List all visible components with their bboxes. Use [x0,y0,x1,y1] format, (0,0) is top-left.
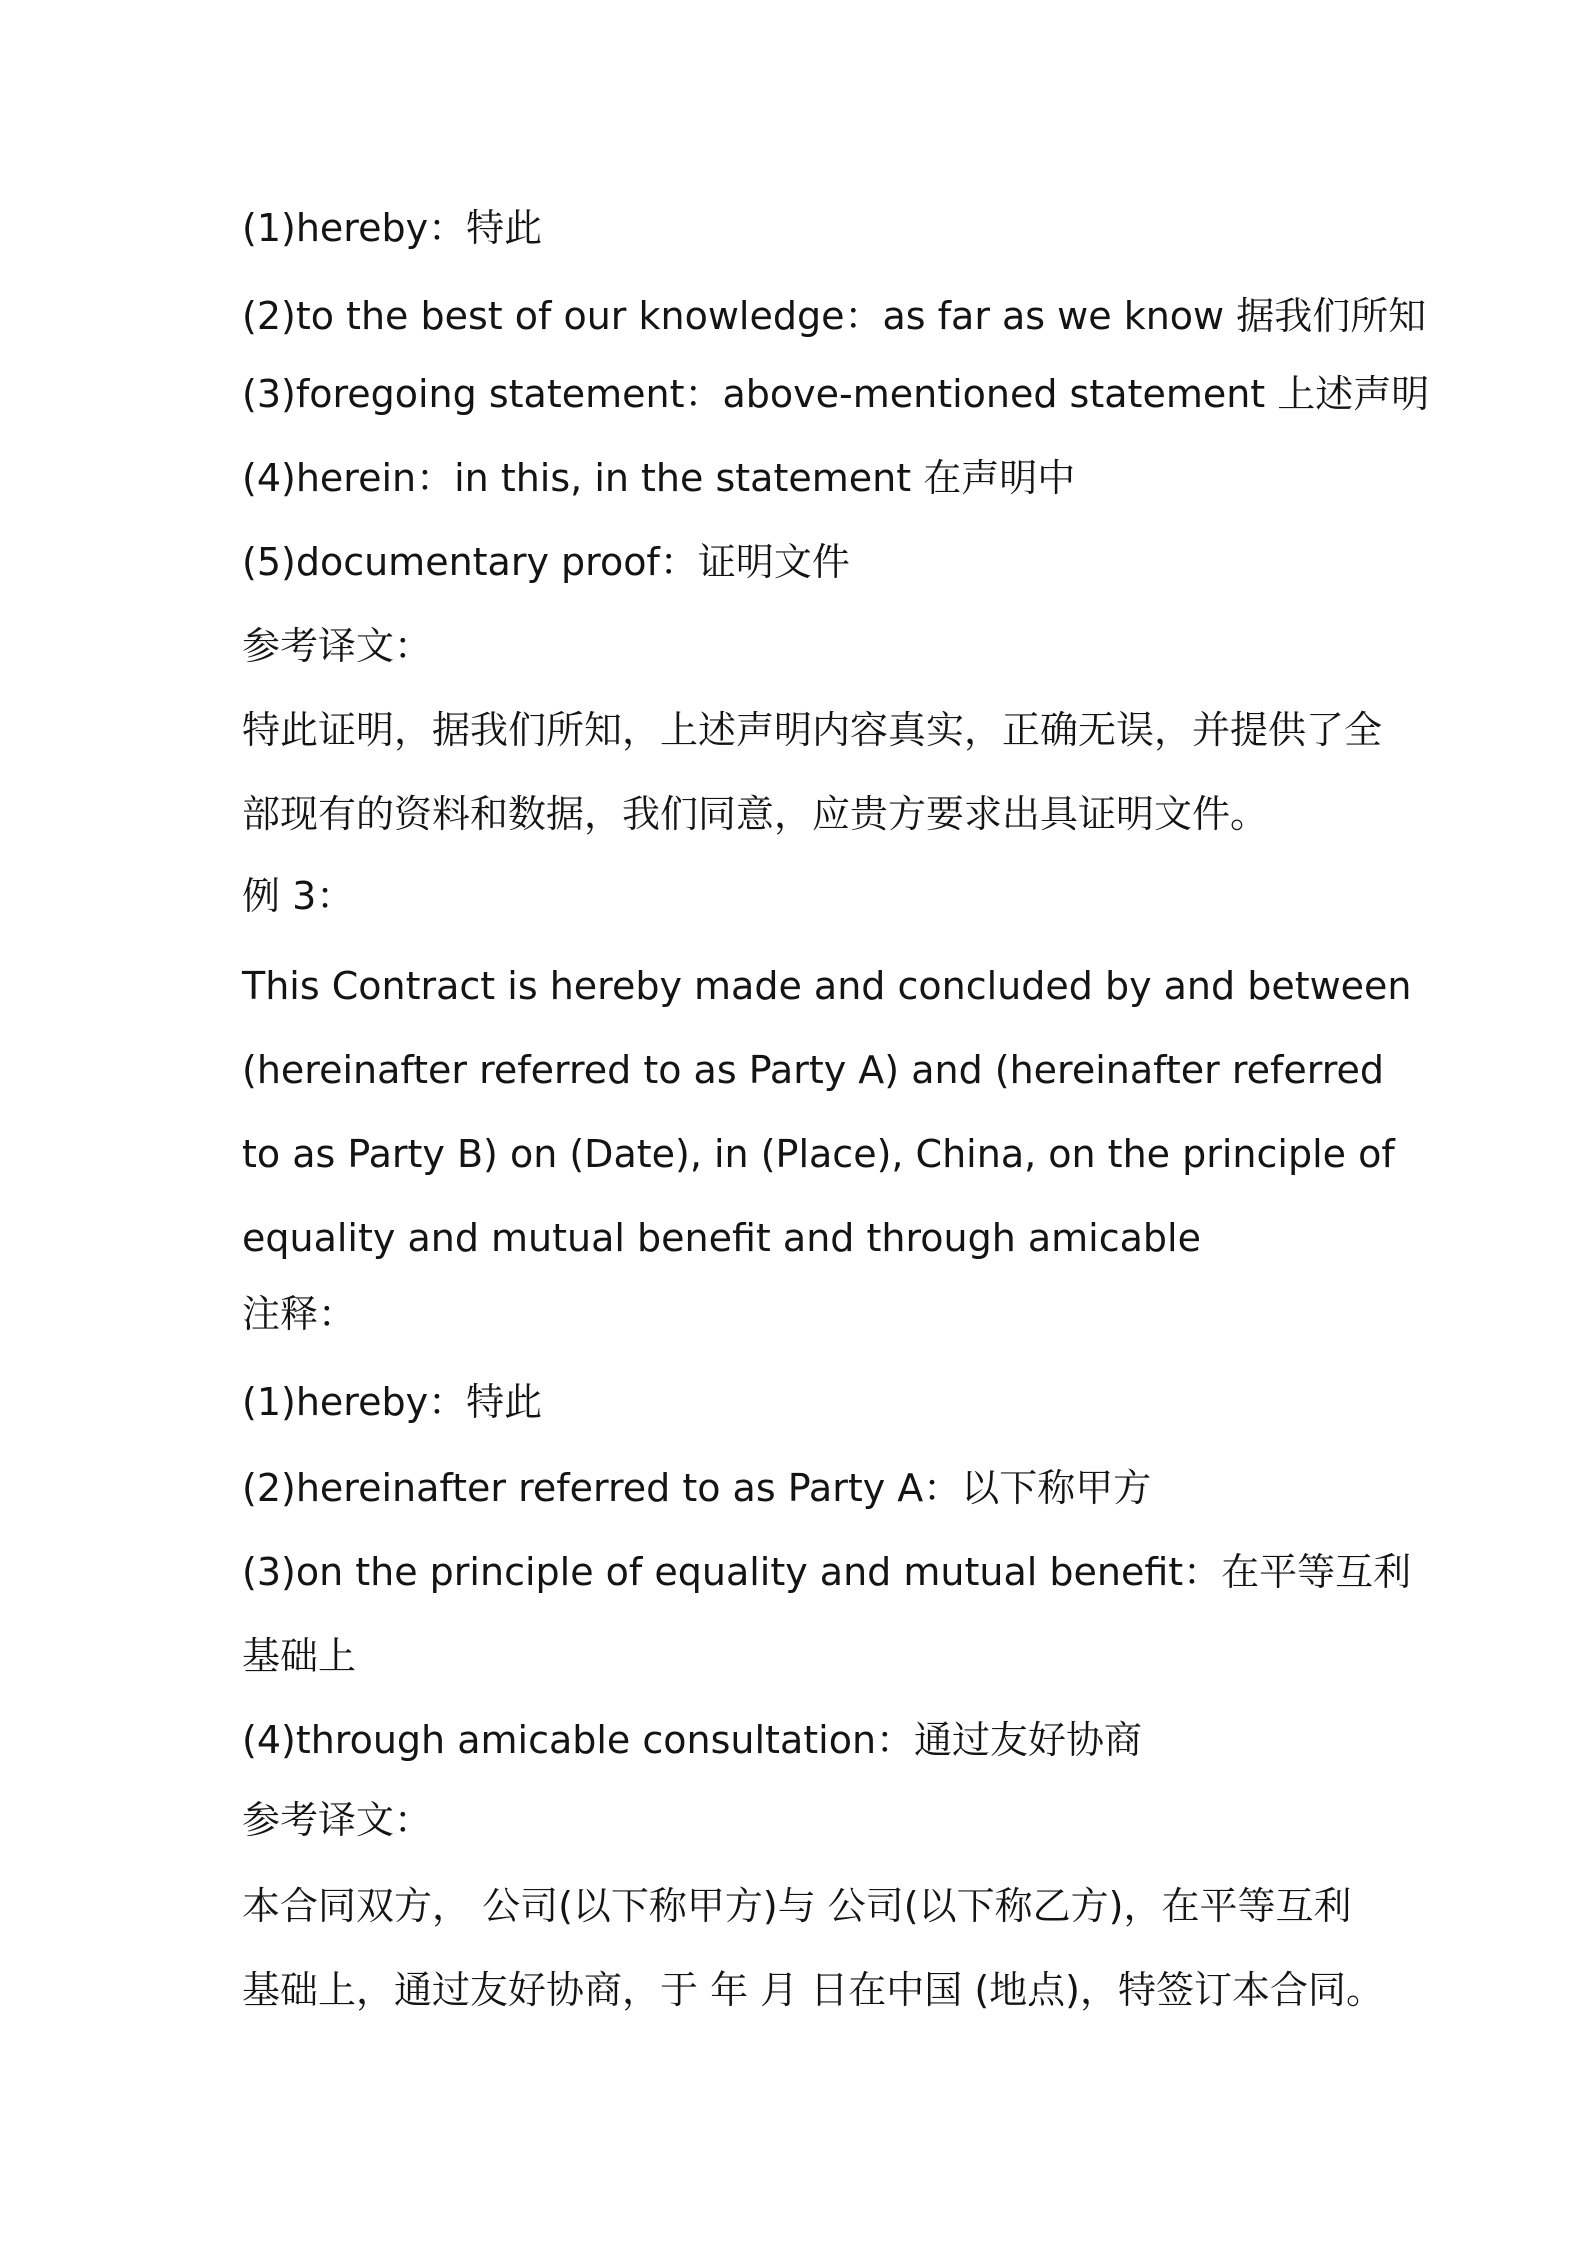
annotations-heading: 注释： [242,1292,357,1336]
reference-translation-2-heading: 参考译文： [242,1798,433,1842]
reference-translation-line-2: 部现有的资料和数据，我们同意，应贵方要求出具证明文件。 [242,792,1269,836]
note-1-hereby: (1)hereby：特此 [242,206,543,250]
example-3-heading: 例 3： [242,874,355,918]
example-3-line-1: This Contract is hereby made and concluded by and between [242,964,1412,1008]
note-5-documentary-proof: (5)documentary proof：证明文件 [242,540,850,584]
note-3-foregoing-statement: (3)foregoing statement：above-mentioned statement 上述声明 [242,372,1430,416]
example-3-line-3: to as Party B) on (Date), in (Place), China, on the principle of [242,1132,1395,1176]
reference-translation-2-line-2: 基础上，通过友好协商，于 年 月 日在中国 (地点)，特签订本合同。 [242,1968,1384,2012]
note-4-herein: (4)herein：in this, in the statement 在声明中 [242,456,1076,500]
reference-translation-2-line-1: 本合同双方， 公司(以下称甲方)与 公司(以下称乙方)，在平等互利 [242,1884,1352,1928]
example-3-line-2: (hereinafter referred to as Party A) and (hereinafter referred [242,1048,1385,1092]
annotation-4-amicable-consultation: (4)through amicable consultation：通过友好协商 [242,1718,1143,1762]
note-2-best-of-knowledge: (2)to the best of our knowledge：as far as we know 据我们所知 [242,294,1427,338]
reference-translation-line-1: 特此证明，据我们所知，上述声明内容真实，正确无误，并提供了全 [242,708,1383,752]
annotation-3-line-2: 基础上 [242,1634,357,1678]
annotation-1-hereby: (1)hereby：特此 [242,1380,543,1424]
annotation-2-party-a: (2)hereinafter referred to as Party A：以下称甲方 [242,1466,1152,1510]
annotation-3-line-1: (3)on the principle of equality and mutual benefit：在平等互利 [242,1550,1412,1594]
reference-translation-heading: 参考译文： [242,624,433,668]
example-3-line-4: equality and mutual benefit and through amicable [242,1216,1201,1260]
